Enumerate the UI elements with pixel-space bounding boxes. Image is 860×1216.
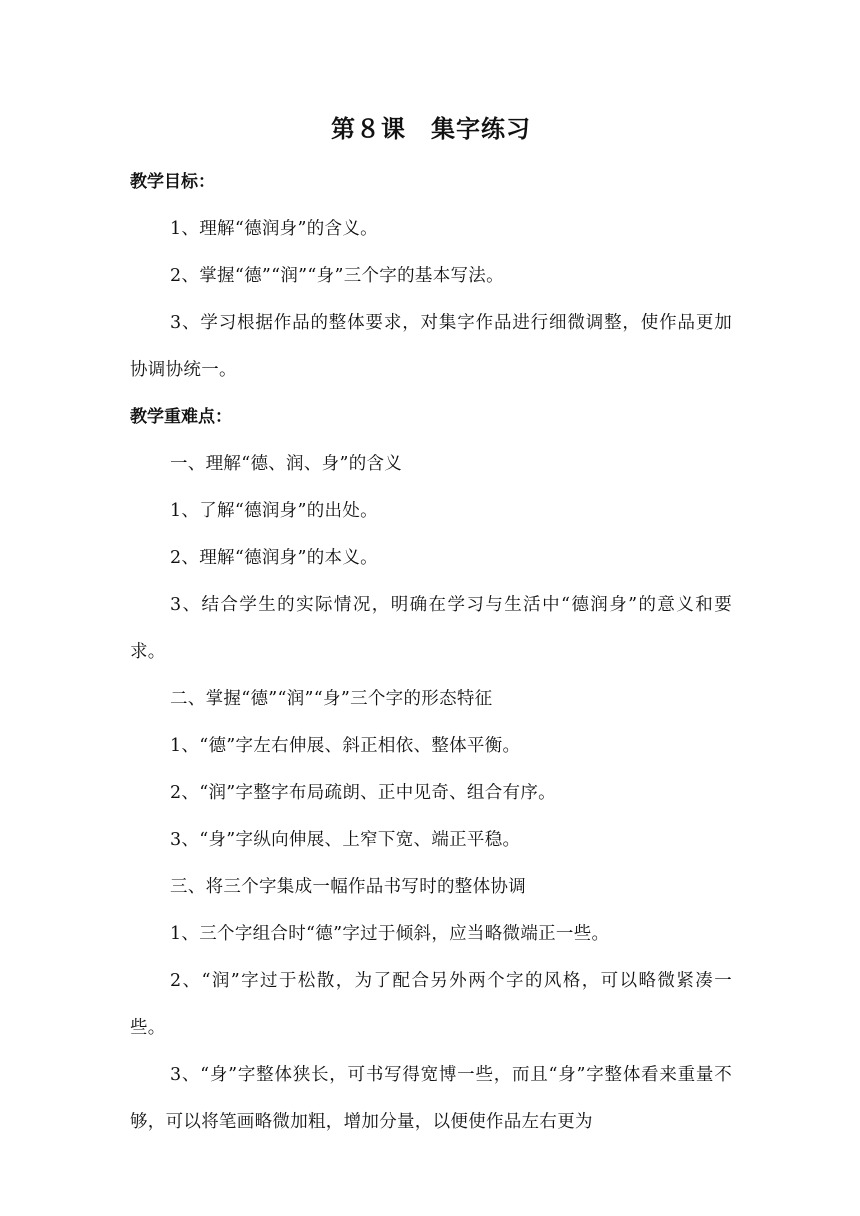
part2-item-3: 3、“身”字纵向伸展、上窄下宽、端正平稳。 — [170, 830, 521, 850]
part3-item-1: 1、三个字组合时“德”字过于倾斜，应当略微端正一些。 — [170, 924, 610, 944]
objective-item-1: 1、理解“德润身”的含义。 — [170, 219, 378, 239]
part2-heading: 二、掌握“德”“润”“身”三个字的形态特征 — [170, 689, 493, 709]
part1-item-3: 3、结合学生的实际情况，明确在学习与生活中“德润身”的意义和要求。 — [130, 595, 732, 662]
part1-heading: 一、理解“德、润、身”的含义 — [170, 454, 403, 474]
part3-heading: 三、将三个字集成一幅作品书写时的整体协调 — [170, 877, 526, 897]
document-page — [130, 108, 732, 1146]
section-heading-objectives: 教学目标： — [130, 172, 215, 192]
part3-item-2: 2、“润”字过于松散，为了配合另外两个字的风格，可以略微紧凑一些。 — [130, 971, 732, 1038]
part1-item-2: 2、理解“德润身”的本义。 — [170, 548, 378, 568]
objective-item-2: 2、掌握“德”“润”“身”三个字的基本写法。 — [170, 266, 504, 286]
section-heading-key-points: 教学重难点： — [130, 407, 232, 427]
part2-item-2: 2、“润”字整字布局疏朗、正中见奇、组合有序。 — [170, 783, 556, 803]
page-title: 第８课 集字练习 — [331, 115, 531, 143]
part3-item-3: 3、“身”字整体狭长，可书写得宽博一些，而且“身”字整体看来重量不够，可以将笔画略微加粗，增加分量，以便使作品左右更为 — [130, 1065, 732, 1132]
objective-item-3: 3、学习根据作品的整体要求，对集字作品进行细微调整，使作品更加协调协统一。 — [130, 313, 732, 380]
part2-item-1: 1、“德”字左右伸展、斜正相依、整体平衡。 — [170, 736, 521, 756]
part1-item-1: 1、了解“德润身”的出处。 — [170, 501, 378, 521]
